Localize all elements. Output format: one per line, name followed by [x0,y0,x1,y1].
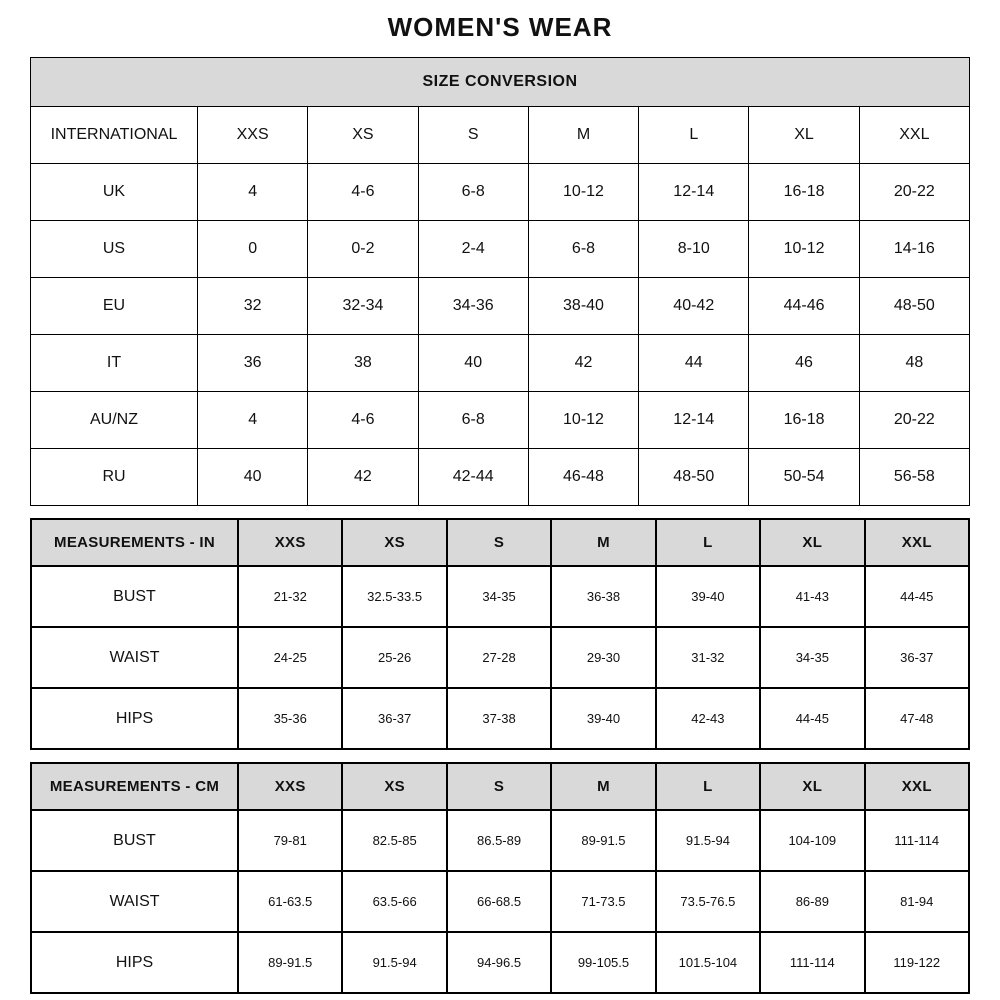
row-label-waist: WAIST [31,627,238,688]
value-cell: 10-12 [528,164,638,221]
table-row [31,335,970,392]
value-cell: 48-50 [859,278,969,335]
value-cell: 39-40 [551,688,655,749]
measurements-cm-table [30,762,970,994]
column-header-xxs: XXS [198,107,308,164]
row-label-au-nz: AU/NZ [31,392,198,449]
value-cell: 0 [198,221,308,278]
value-cell: 91.5-94 [342,932,446,993]
value-cell: 2-4 [418,221,528,278]
value-cell: 119-122 [865,932,969,993]
row-label-eu: EU [31,278,198,335]
size-conversion-table [30,57,970,506]
table-row [31,221,970,278]
column-header-xxl: XXL [865,519,969,566]
value-cell: 40-42 [639,278,749,335]
value-cell: 111-114 [760,932,864,993]
column-header-s: S [447,763,551,810]
column-header-s: S [418,107,528,164]
value-cell: 86-89 [760,871,864,932]
value-cell: 82.5-85 [342,810,446,871]
value-cell: 44-46 [749,278,859,335]
value-cell: 38-40 [528,278,638,335]
column-header-xxl: XXL [859,107,969,164]
row-label-hips: HIPS [31,688,238,749]
value-cell: 14-16 [859,221,969,278]
value-cell: 42 [528,335,638,392]
value-cell: 12-14 [639,392,749,449]
value-cell: 42-43 [656,688,760,749]
value-cell: 42-44 [418,449,528,506]
value-cell: 86.5-89 [447,810,551,871]
value-cell: 63.5-66 [342,871,446,932]
column-header-m: M [551,763,655,810]
value-cell: 4-6 [308,164,418,221]
value-cell: 10-12 [749,221,859,278]
value-cell: 36-37 [342,688,446,749]
column-header-xs: XS [308,107,418,164]
value-cell: 34-35 [447,566,551,627]
row-label-bust: BUST [31,810,238,871]
value-cell: 99-105.5 [551,932,655,993]
table-banner-size-conversion: SIZE CONVERSION [31,58,970,107]
value-cell: 89-91.5 [551,810,655,871]
table-row [31,932,969,993]
value-cell: 10-12 [528,392,638,449]
column-header-m: M [528,107,638,164]
value-cell: 50-54 [749,449,859,506]
value-cell: 71-73.5 [551,871,655,932]
value-cell: 16-18 [749,392,859,449]
value-cell: 36-38 [551,566,655,627]
value-cell: 4 [198,392,308,449]
value-cell: 36-37 [865,627,969,688]
value-cell: 48-50 [639,449,749,506]
table-row [31,810,969,871]
column-header-xxs: XXS [238,763,342,810]
table-row [31,449,970,506]
column-header-xs: XS [342,763,446,810]
value-cell: 32-34 [308,278,418,335]
table-row [31,278,970,335]
banner-row [31,58,970,107]
value-cell: 40 [418,335,528,392]
table-row [31,871,969,932]
value-cell: 44 [639,335,749,392]
column-header-l: L [656,763,760,810]
value-cell: 6-8 [418,164,528,221]
page-title: WOMEN'S WEAR [387,12,613,42]
column-header-l: L [639,107,749,164]
column-header-xxl: XXL [865,763,969,810]
value-cell: 89-91.5 [238,932,342,993]
value-cell: 94-96.5 [447,932,551,993]
header-row [31,519,969,566]
row-label-waist: WAIST [31,871,238,932]
row-label-uk: UK [31,164,198,221]
value-cell: 36 [198,335,308,392]
value-cell: 34-35 [760,627,864,688]
column-header-xxs: XXS [238,519,342,566]
header-row [31,107,970,164]
table-row [31,392,970,449]
column-header-xl: XL [760,519,864,566]
value-cell: 12-14 [639,164,749,221]
header-international: INTERNATIONAL [31,107,198,164]
value-cell: 6-8 [418,392,528,449]
value-cell: 41-43 [760,566,864,627]
value-cell: 20-22 [859,392,969,449]
value-cell: 25-26 [342,627,446,688]
value-cell: 31-32 [656,627,760,688]
value-cell: 91.5-94 [656,810,760,871]
row-label-bust: BUST [31,566,238,627]
measurements-in-table [30,518,970,750]
value-cell: 32.5-33.5 [342,566,446,627]
row-label-hips: HIPS [31,932,238,993]
value-cell: 35-36 [238,688,342,749]
value-cell: 37-38 [447,688,551,749]
header-row [31,763,969,810]
value-cell: 24-25 [238,627,342,688]
value-cell: 61-63.5 [238,871,342,932]
value-cell: 79-81 [238,810,342,871]
value-cell: 48 [859,335,969,392]
value-cell: 29-30 [551,627,655,688]
column-header-m: M [551,519,655,566]
column-header-s: S [447,519,551,566]
value-cell: 66-68.5 [447,871,551,932]
column-header-xl: XL [749,107,859,164]
value-cell: 0-2 [308,221,418,278]
row-label-us: US [31,221,198,278]
value-cell: 16-18 [749,164,859,221]
value-cell: 38 [308,335,418,392]
value-cell: 42 [308,449,418,506]
value-cell: 4 [198,164,308,221]
value-cell: 81-94 [865,871,969,932]
value-cell: 47-48 [865,688,969,749]
table-row [31,164,970,221]
value-cell: 111-114 [865,810,969,871]
table-row [31,627,969,688]
value-cell: 27-28 [447,627,551,688]
header-measurements-cm: MEASUREMENTS - CM [31,763,238,810]
value-cell: 34-36 [418,278,528,335]
value-cell: 56-58 [859,449,969,506]
column-header-xs: XS [342,519,446,566]
value-cell: 6-8 [528,221,638,278]
header-measurements-in: MEASUREMENTS - IN [31,519,238,566]
value-cell: 39-40 [656,566,760,627]
value-cell: 101.5-104 [656,932,760,993]
row-label-ru: RU [31,449,198,506]
value-cell: 73.5-76.5 [656,871,760,932]
table-row [31,688,969,749]
row-label-it: IT [31,335,198,392]
value-cell: 46-48 [528,449,638,506]
value-cell: 21-32 [238,566,342,627]
value-cell: 32 [198,278,308,335]
value-cell: 46 [749,335,859,392]
table-row [31,566,969,627]
value-cell: 104-109 [760,810,864,871]
value-cell: 4-6 [308,392,418,449]
value-cell: 44-45 [865,566,969,627]
value-cell: 44-45 [760,688,864,749]
value-cell: 40 [198,449,308,506]
column-header-xl: XL [760,763,864,810]
column-header-l: L [656,519,760,566]
value-cell: 20-22 [859,164,969,221]
value-cell: 8-10 [639,221,749,278]
